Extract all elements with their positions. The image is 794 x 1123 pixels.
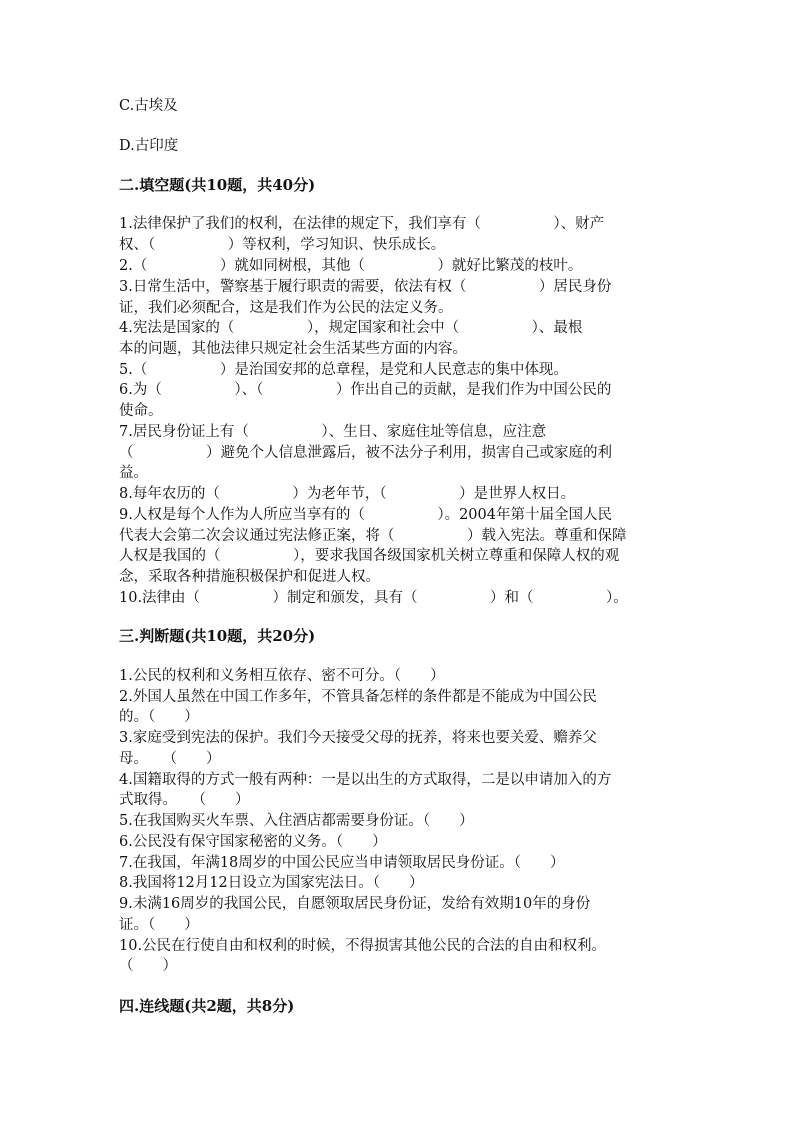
judgement-line: 式取得。 （ ）: [119, 792, 250, 808]
judgement-line: 的。（ ）: [119, 709, 199, 725]
fill-blank-line: 益。: [119, 465, 148, 481]
section-3-title: 三.判断题(共10题，共20分): [119, 627, 316, 645]
fill-blank-line: 7.居民身份证上有（ ）、生日、家庭住址等信息，应注意: [119, 424, 547, 440]
judgement-line: 4.国籍取得的方式一般有两种：一是以出生的方式取得，二是以申请加入的方: [119, 772, 612, 788]
judgement-line: 6.公民没有保守国家秘密的义务。（ ）: [119, 834, 387, 850]
fill-blank-line: 证，我们必须配合，这是我们作为公民的法定义务。: [119, 300, 453, 316]
judgement-line: 8.我国将12月12日设立为国家宪法日。（ ）: [119, 875, 424, 891]
fill-blank-line: 使命。: [119, 403, 163, 419]
fill-blank-line: 5.（ ）是治国安邦的总章程，是党和人民意志的集中体现。: [119, 362, 568, 378]
fill-blank-line: 1.法律保护了我们的权利，在法律的规定下，我们享有（ ）、财产: [119, 216, 605, 232]
judgement-line: （ ）: [119, 958, 177, 974]
judgement-line: 9.未满16周岁的我国公民，自愿领取居民身份证，发给有效期10年的身份: [119, 896, 591, 912]
fill-blank-line: （ ）避免个人信息泄露后，被不法分子利用，损害自己或家庭的利: [119, 445, 612, 461]
judgement-line: 3.家庭受到宪法的保护。我们今天接受父母的抚养，将来也要关爱、赡养父: [119, 730, 597, 746]
judgement-line: 母。 （ ）: [119, 751, 221, 767]
fill-blank-line: 本的问题，其他法律只规定社会生活某些方面的内容。: [119, 341, 467, 357]
fill-blank-line: 权、（ ）等权利，学习知识、快乐成长。: [119, 237, 446, 253]
fill-blank-line: 代表大会第二次会议通过宪法修正案，将（ ）载入宪法。尊重和保障: [119, 528, 627, 544]
judgement-line: 10.公民在行使自由和权利的时候，不得损害其他公民的合法的自由和权利。: [119, 938, 607, 954]
fill-blank-line: 6.为（ ）、（ ）作出自己的贡献，是我们作为中国公民的: [119, 382, 612, 398]
fill-blank-line: 10.法律由（ ）制定和颁发，具有（ ）和（ ）。: [119, 590, 628, 606]
fill-blank-line: 2.（ ）就如同树根，其他（ ）就好比繁茂的枝叶。: [119, 258, 583, 274]
fill-blank-line: 4.宪法是国家的（ ），规定国家和社会中（ ）、最根: [119, 320, 583, 336]
fill-blank-line: 9.人权是每个人作为人所应当享有的（ ）。2004年第十届全国人民: [119, 507, 612, 523]
judgement-line: 7.在我国，年满18周岁的中国公民应当申请领取居民身份证。（ ）: [119, 855, 565, 871]
section-2-title: 二.填空题(共10题，共40分): [119, 176, 316, 194]
section-4-title: 四.连线题(共2题，共8分): [119, 997, 295, 1015]
judgement-line: 5.在我国购买火车票、入住酒店都需要身份证。（ ）: [119, 813, 474, 829]
fill-blank-line: 8.每年农历的（ ）为老年节，（ ）是世界人权日。: [119, 486, 576, 502]
judgement-line: 1.公民的权利和义务相互依存、密不可分。（ ）: [119, 668, 445, 684]
fill-blank-line: 3.日常生活中，警察基于履行职责的需要，依法有权（ ）居民身份: [119, 279, 612, 295]
option-d: D.古印度: [119, 138, 179, 154]
fill-blank-line: 人权是我国的（ ），要求我国各级国家机关树立尊重和保障人权的观: [119, 548, 620, 564]
judgement-line: 2.外国人虽然在中国工作多年，不管具备怎样的条件都是不能成为中国公民: [119, 689, 597, 705]
option-c: C.古埃及: [119, 98, 178, 114]
fill-blank-line: 念，采取各种措施积极保护和促进人权。: [119, 569, 380, 585]
judgement-line: 证。（ ）: [119, 917, 199, 933]
